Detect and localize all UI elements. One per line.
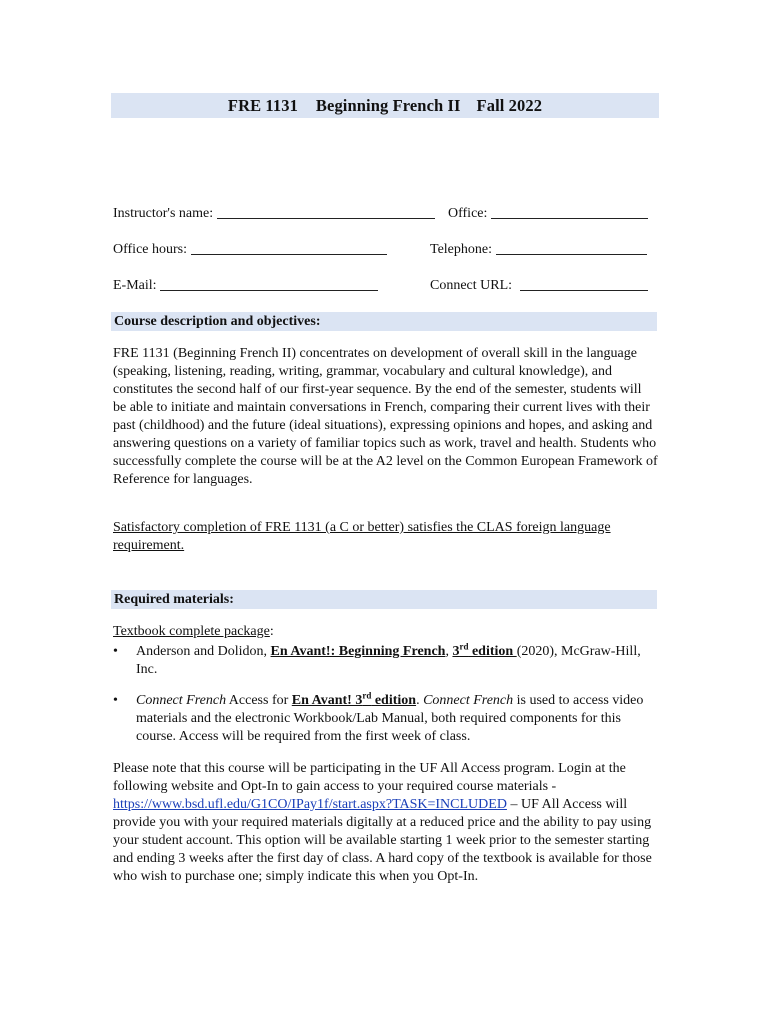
- course-term: Fall 2022: [476, 96, 543, 115]
- telephone-field[interactable]: [430, 240, 647, 259]
- list-item-connect-french: [113, 692, 658, 746]
- textbook-title: En Avant!: Beginning French: [270, 644, 446, 659]
- bullet-icon: •: [113, 693, 118, 708]
- connect-french-item-text: [136, 692, 658, 746]
- connect-french-product-2: Connect French: [423, 693, 514, 708]
- edition-number: 3: [452, 644, 460, 659]
- connect-url-label: Connect URL:: [430, 278, 513, 293]
- textbook-package-label: [113, 623, 658, 641]
- instructor-label: Instructor's name:: [113, 206, 214, 221]
- textbook-package-colon: :: [269, 624, 274, 639]
- edition-word: edition: [468, 644, 517, 659]
- office-blank[interactable]: [491, 204, 648, 219]
- connect-book-title: [291, 690, 417, 708]
- connect-french-description: is used to access video materials and the electronic Workbook/Lab Manual, both required components for this course. Access will be required from the first week of class.: [136, 693, 644, 744]
- requirement-note: Satisfactory completion of FRE 1131 (a C or better) satisfies the CLAS foreign language requirement.: [113, 520, 611, 553]
- instructor-blank[interactable]: [217, 204, 435, 219]
- email-field[interactable]: [113, 276, 378, 295]
- telephone-label: Telephone:: [430, 242, 492, 257]
- email-blank[interactable]: [160, 276, 378, 291]
- email-label: E-Mail:: [113, 278, 157, 293]
- telephone-blank[interactable]: [496, 240, 647, 255]
- all-access-details: – UF All Access will provide you with your required materials digitally at a reduced price and the ability to pay using your student account. This option will be available starting 1 week prior to the semester starting and ending 3 weeks after the first day of class. A hard copy of the textbook is available for those who wish to purchase one; simply indicate this when you Opt-In.: [113, 797, 652, 884]
- office-label: Office:: [448, 206, 488, 221]
- connect-access-for: Access for: [226, 693, 292, 708]
- section-heading-course-description: Course description and objectives:: [111, 312, 657, 331]
- edition-suffix: rd: [459, 641, 469, 652]
- office-hours-label: Office hours:: [113, 242, 187, 257]
- course-code: FRE 1131: [227, 96, 298, 115]
- office-field[interactable]: [448, 204, 648, 223]
- textbook-authors: Anderson and Dolidon,: [136, 644, 271, 659]
- course-name: Beginning French II: [315, 96, 461, 115]
- connect-url-blank[interactable]: [520, 276, 648, 291]
- connect-edition-suffix: rd: [362, 690, 372, 701]
- textbook-sep: ,: [445, 644, 453, 659]
- office-hours-field[interactable]: [113, 240, 387, 259]
- connect-french-product: Connect French: [136, 693, 227, 708]
- all-access-paragraph: [113, 760, 658, 886]
- textbook-edition: [452, 641, 517, 659]
- textbook-package-text: Textbook complete package: [113, 624, 270, 639]
- bullet-icon: •: [113, 644, 118, 659]
- all-access-link[interactable]: https://www.bsd.ufl.edu/G1CO/IPay1f/start.aspx?TASK=INCLUDED: [113, 797, 507, 812]
- instructor-field[interactable]: [113, 204, 435, 223]
- connect-edition-word: edition: [371, 693, 417, 708]
- course-description-paragraph: FRE 1131 (Beginning French II) concentrates on development of overall skill in the language (speaking, listening, reading, writing, grammar, vocabulary and cultural knowledge), and constitutes the second half of our first-year sequence. By the end of the semester, students will be able to initiate and maintain conversations in French, comparing their current lives with their past (childhood) and the future (ideal situations), expressing opinions and hopes, and asking and answering questions on a variety of familiar topics such as work, travel and health. Students who successfully complete the course will be at the A2 level on the Common European Framework of Reference for languages.: [113, 346, 658, 487]
- connect-after-title: .: [416, 693, 424, 708]
- list-item-textbook: [113, 643, 658, 679]
- all-access-intro: Please note that this course will be participating in the UF All Access program. Login at the following website and Opt-In to gain access to your required course materials -: [113, 761, 626, 794]
- page-title: [111, 93, 659, 118]
- section-heading-required-materials: Required materials:: [111, 590, 657, 609]
- office-hours-blank[interactable]: [191, 240, 387, 255]
- connect-book-title-text: En Avant! 3: [291, 693, 363, 708]
- textbook-item-text: [136, 643, 658, 679]
- textbook-year-publisher: (2020), McGraw-Hill, Inc.: [136, 644, 641, 677]
- connect-url-field[interactable]: [430, 276, 648, 295]
